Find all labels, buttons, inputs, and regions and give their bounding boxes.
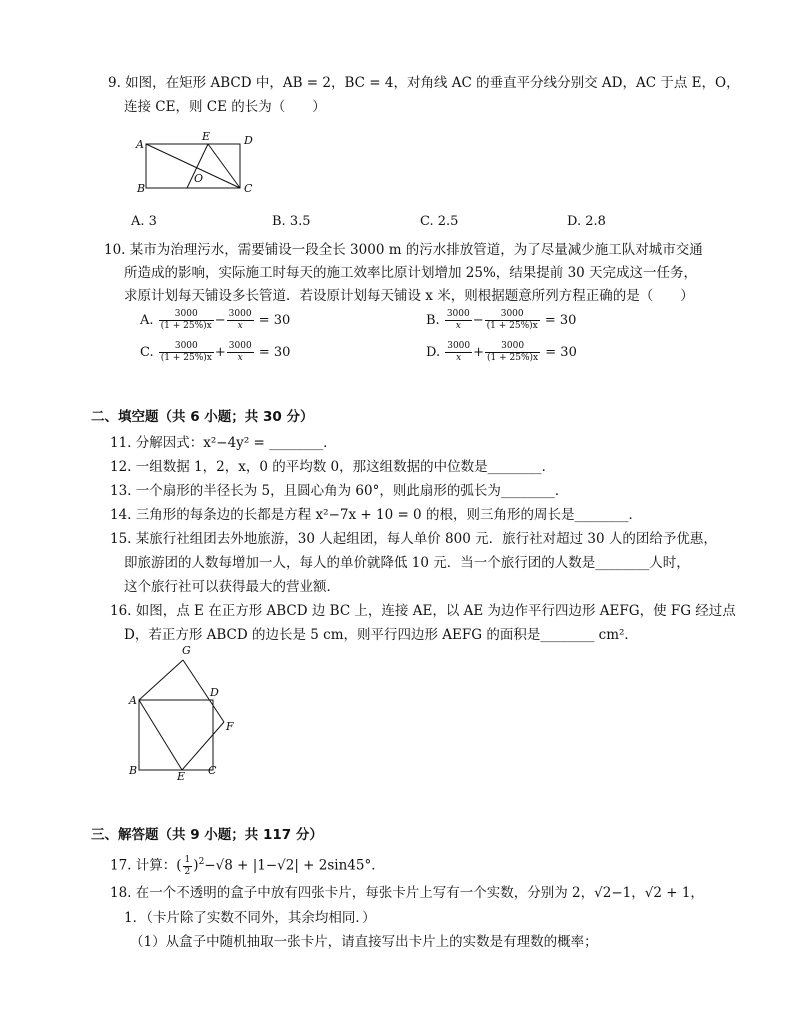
- q10-line2: 所造成的影响，实际施工时每天的施工效率比原计划增加 25%，结果提前 30 天完成这一任务，: [124, 265, 698, 281]
- q9-label-c: C: [244, 182, 253, 195]
- q15-line3: 这个旅行社可以获得最大的营业额．: [124, 579, 340, 595]
- q10-option-d-frac2: [485, 341, 540, 364]
- q10-option-b-frac1: [445, 309, 472, 332]
- q17-paren-close: ): [193, 857, 199, 874]
- q11-text: 11. 分解因式：x²−4y² = ________．: [110, 435, 337, 451]
- q17-fraction: [183, 855, 193, 878]
- q10-option-a-frac1: [159, 309, 214, 332]
- q9-option-d: D. 2.8: [567, 214, 606, 229]
- q10-option-d-letter: D.: [426, 345, 441, 360]
- q10-option-b-frac2-num: 3000: [485, 309, 540, 321]
- q17-paren-open: (: [176, 857, 182, 874]
- q16-label-d: D: [210, 686, 219, 699]
- q16-label-e: E: [177, 770, 186, 782]
- q10-option-a-op: −: [214, 313, 226, 328]
- q10-option-a: [140, 309, 290, 332]
- q10-option-a-frac1-den: (1 + 25%)x: [160, 321, 212, 331]
- q10-option-b: [426, 309, 576, 332]
- q18-line2: 1．（卡片除了实数不同外，其余均相同．）: [124, 910, 376, 926]
- q10-option-a-letter: A.: [140, 313, 154, 328]
- q10-option-d-frac1-num: 3000: [447, 341, 471, 351]
- q10-option-a-frac1-num: 3000: [159, 309, 214, 321]
- q16-label-b: B: [129, 764, 138, 777]
- q10-option-a-rhs: = 30: [258, 313, 291, 328]
- q10-option-d-frac1: [445, 341, 472, 364]
- q10-option-b-rhs: = 30: [544, 313, 577, 328]
- q10-option-c-frac2-num: 3000: [228, 341, 252, 351]
- q9-option-b: B. 3.5: [272, 214, 311, 229]
- q10-line3: 求原计划每天铺设多长管道．若设原计划每天铺设 x 米，则根据题意所列方程正确的是（ ）: [124, 288, 694, 304]
- q17-frac-den: 2: [184, 866, 191, 877]
- q10-option-c-frac1-den: (1 + 25%)x: [160, 353, 212, 363]
- q17-frac-num: 1: [184, 854, 191, 865]
- q9-label-e: E: [202, 130, 211, 143]
- q9-option-a: A. 3: [131, 214, 157, 229]
- q16-label-f: F: [226, 720, 234, 733]
- q10-option-c-rhs: = 30: [258, 345, 291, 360]
- section3-heading: 三、解答题（共 9 小题；共 117 分）: [91, 827, 323, 843]
- q10-option-b-frac1-den: x: [455, 321, 461, 331]
- q17-rest: −√8 + |1−√2| + 2sin45°．: [204, 857, 385, 874]
- q9-label-o: O: [194, 172, 204, 185]
- q16-line2: D，若正方形 ABCD 的边长是 5 cm，则平行四边形 AEFG 的面积是________ cm²．: [124, 627, 638, 643]
- q10-option-a-frac2-num: 3000: [228, 309, 252, 319]
- q9-label-b: B: [137, 182, 146, 195]
- q16-label-g: G: [182, 644, 191, 657]
- q10-option-c-frac2-den: x: [237, 353, 243, 363]
- q10-option-b-letter: B.: [426, 313, 440, 328]
- q12-text: 12. 一组数据 1，2，x，0 的平均数 0，那这组数据的中位数是________．: [110, 459, 556, 475]
- q10-option-c: [140, 341, 290, 364]
- q17-text: [110, 851, 385, 878]
- q17-exponent: 2: [198, 857, 205, 867]
- q16-square-figure: [126, 640, 246, 782]
- q10-option-c-frac1-num: 3000: [159, 341, 214, 353]
- q13-text: 13. 一个扇形的半径长为 5，且圆心角为 60°，则此扇形的弧长为________．: [110, 483, 569, 499]
- q10-option-d-rhs: = 30: [545, 345, 577, 360]
- q10-option-c-op: +: [214, 345, 226, 360]
- q10-option-a-frac2: [227, 309, 254, 332]
- q9-option-c: C. 2.5: [420, 214, 459, 229]
- q10-option-d-frac1-den: x: [456, 353, 462, 363]
- q10-option-a-frac2-den: x: [237, 321, 243, 331]
- q18-line1: 18. 在一个不透明的盒子中放有四张卡片，每张卡片上写有一个实数，分别为 2，√2−1，√2 + 1，: [110, 885, 704, 901]
- section2-heading: 二、填空题（共 6 小题；共 30 分）: [91, 409, 314, 425]
- q10-option-d-frac2-den: (1 + 25%)x: [487, 353, 539, 363]
- q10-line1: 10. 某市为治理污水，需要铺设一段全长 3000 m 的污水排放管道，为了尽量减少施工队对城市交通: [104, 242, 703, 258]
- q16-line1: 16. 如图，点 E 在正方形 ABCD 边 BC 上，连接 AE，以 AE 为边作平行四边形 AEFG，使 FG 经过点: [110, 603, 736, 619]
- q9-label-a: A: [136, 138, 144, 151]
- q10-option-b-frac2-den: (1 + 25%)x: [486, 321, 538, 331]
- q10-option-d-op: +: [473, 345, 485, 360]
- q10-option-d-frac2-num: 3000: [485, 341, 540, 353]
- q15-line1: 15. 某旅行社组团去外地旅游，30 人起组团，每人单价 800 元．旅行社对超过 30 人的团给予优惠，: [110, 531, 717, 547]
- q9-line1: 9. 如图，在矩形 ABCD 中，AB = 2，BC = 4，对角线 AC 的垂直平分线分别交 AD，AC 于点 E，O，: [108, 75, 740, 91]
- q18-line3: （1）从盒子中随机抽取一张卡片，请直接写出卡片上的实数是有理数的概率；: [130, 934, 598, 950]
- q10-option-b-frac1-num: 3000: [446, 309, 470, 319]
- q9-rectangle-figure: [132, 128, 262, 196]
- q10-option-c-frac2: [227, 341, 254, 364]
- q10-option-b-op: −: [472, 313, 484, 328]
- q10-option-c-letter: C.: [140, 345, 154, 360]
- q14-text: 14. 三角形的每条边的长都是方程 x²−7x + 10 = 0 的根，则三角形的周长是________．: [110, 507, 642, 523]
- q17-prefix: 17. 计算：: [110, 857, 177, 874]
- q15-line2: 即旅游团的人数每增加一人，每人的单价就降低 10 元．当一个旅行团的人数是________人时，: [124, 555, 690, 571]
- q9-label-d: D: [244, 134, 253, 147]
- q9-line2: 连接 CE，则 CE 的长为（ ）: [124, 99, 326, 115]
- q16-label-a: A: [129, 694, 137, 707]
- q10-option-b-frac2: [485, 309, 540, 332]
- q10-option-c-frac1: [159, 341, 214, 364]
- q10-option-d: [426, 341, 577, 364]
- q16-label-c: C: [208, 764, 217, 777]
